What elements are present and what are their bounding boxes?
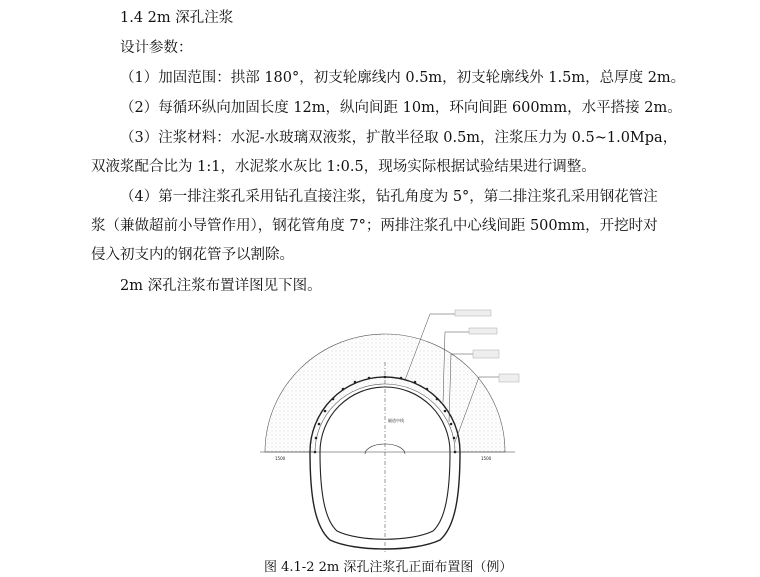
summary-line: 2m 深孔注浆布置详图见下图。 xyxy=(120,278,322,294)
grouting-layout-drawing xyxy=(255,302,520,557)
design-item-4: （4）第一排注浆孔采用钻孔直接注浆，钻孔角度为 5°，第二排注浆孔采用钢花管注 xyxy=(120,189,658,205)
design-item-2: （2）每循环纵向加固长度 12m，纵向间距 10m，环向间距 600mm，水平搭接 2m。 xyxy=(120,100,682,116)
section-heading: 1.4 2m 深孔注浆 xyxy=(120,10,234,26)
design-item-1: （1）加固范围：拱部 180°，初支轮廓线内 0.5m，初支轮廓线外 1.5m，总厚度 2m。 xyxy=(120,70,686,86)
note-box-1 xyxy=(455,310,491,316)
crown-label: 隧道中线 xyxy=(388,418,404,423)
note-box-4 xyxy=(499,374,519,382)
design-params-label: 设计参数： xyxy=(120,40,193,56)
design-item-3-cont: 双液浆配合比为 1:1，水泥浆水灰比 1:0.5，现场实际根据试验结果进行调整。 xyxy=(91,159,596,175)
dim-right: 1500 xyxy=(481,456,492,461)
note-box-2 xyxy=(469,328,497,334)
note-box-3 xyxy=(473,350,499,358)
dim-left: 1500 xyxy=(275,456,286,461)
design-item-4-cont-1: 浆（兼做超前小导管作用），钢花管角度 7°；两排注浆孔中心线间距 500mm，开挖时对 xyxy=(91,218,658,234)
design-item-3: （3）注浆材料：水泥-水玻璃双液浆，扩散半径取 0.5m，注浆压力为 0.5~1.0Mpa， xyxy=(120,130,678,146)
design-item-4-cont-2: 侵入初支内的钢花管予以割除。 xyxy=(91,247,294,263)
figure-caption: 图 4.1-2 2m 深孔注浆孔正面布置图（例） xyxy=(264,560,513,575)
